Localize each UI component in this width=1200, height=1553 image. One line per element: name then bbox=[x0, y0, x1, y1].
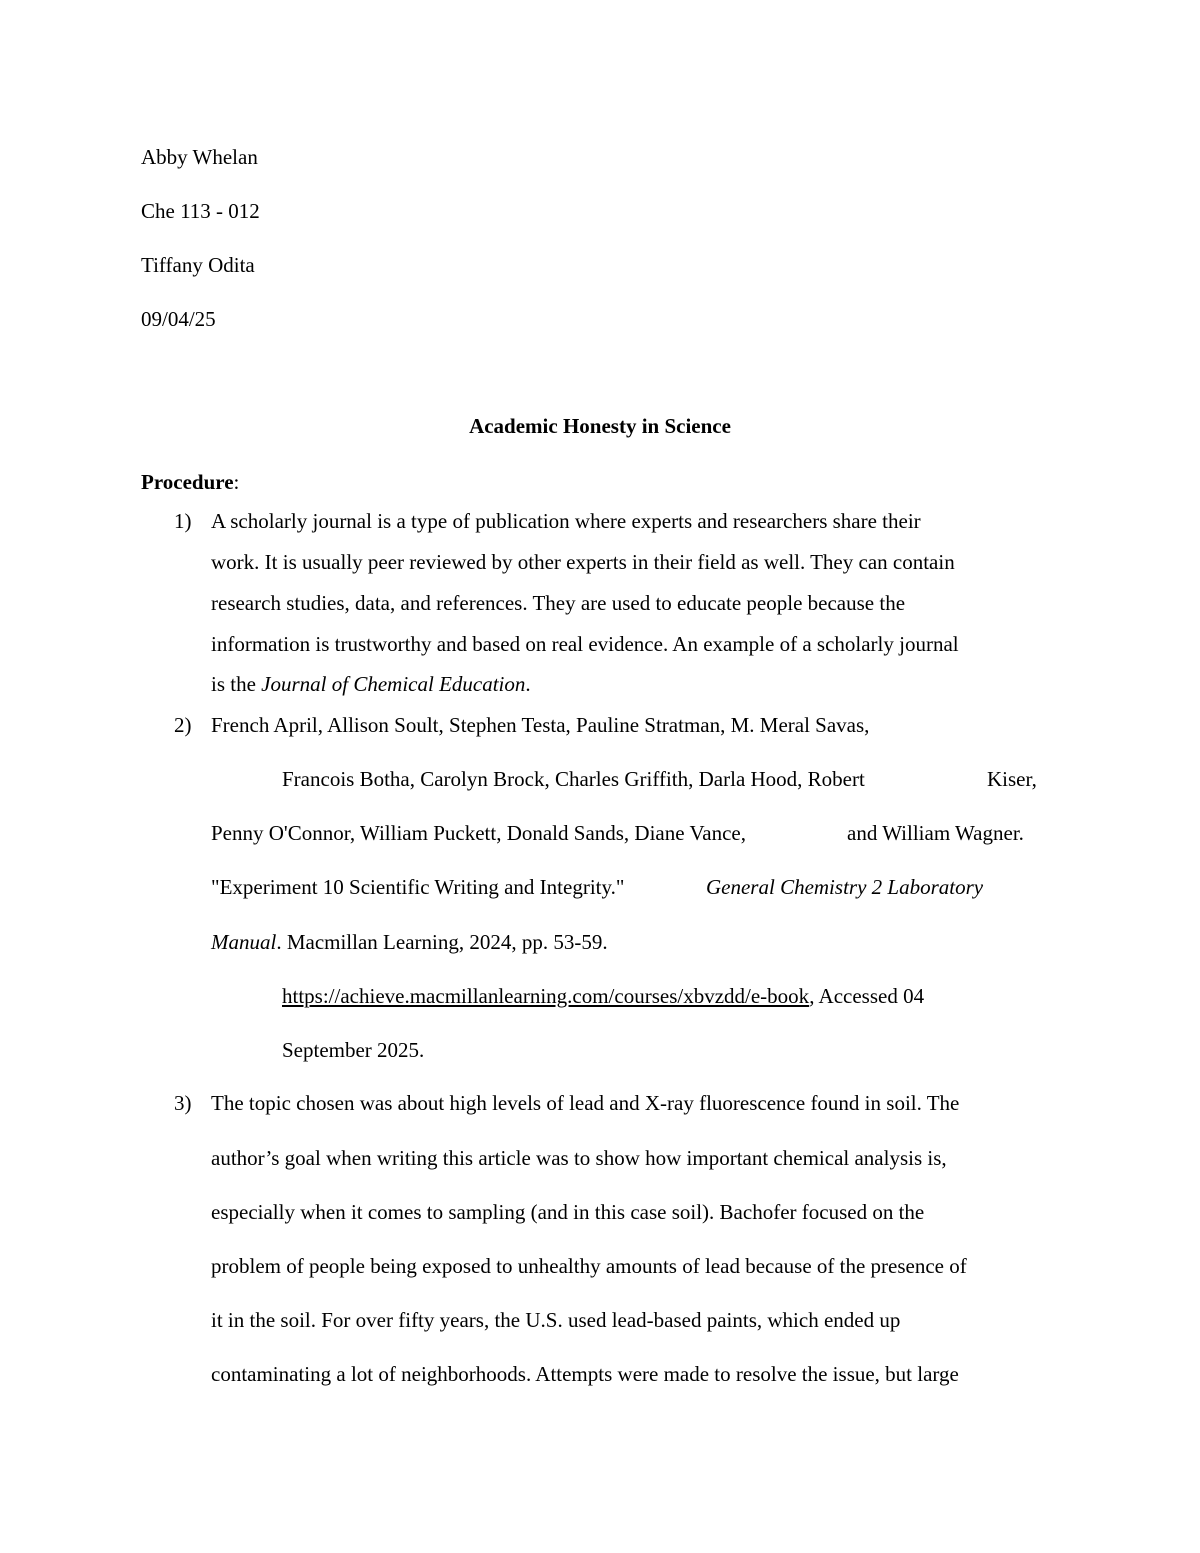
item1-prefix: is the bbox=[211, 672, 262, 696]
citation-line: Kiser, bbox=[987, 767, 1037, 791]
manual-title: General Chemistry 2 Laboratory bbox=[706, 875, 984, 899]
procedure-heading-colon: : bbox=[233, 470, 240, 494]
manual-title-end: Manual bbox=[211, 930, 277, 954]
item3-line: The topic chosen was about high levels of lead and X-ray fluorescence found in soil. The bbox=[211, 1091, 960, 1115]
citation-line bbox=[211, 929, 608, 955]
page-title: Academic Honesty in Science bbox=[469, 414, 731, 438]
document-date: 09/04/25 bbox=[141, 307, 216, 331]
citation-line: French April, Allison Soult, Stephen Testa, Pauline Stratman, M. Meral Savas, bbox=[211, 713, 870, 737]
item1-line-last bbox=[211, 671, 531, 697]
procedure-heading bbox=[141, 469, 239, 495]
item1-line: work. It is usually peer reviewed by other experts in their field as well. They can contain bbox=[211, 550, 955, 574]
list-item-number: 1) bbox=[174, 509, 192, 533]
citation-line: Penny O'Connor, William Puckett, Donald Sands, Diane Vance, bbox=[211, 821, 746, 845]
list-item-number: 3) bbox=[174, 1091, 192, 1115]
citation-line bbox=[706, 874, 983, 900]
list-item-number: 2) bbox=[174, 713, 192, 737]
item1-line: research studies, data, and references. They are used to educate people because the bbox=[211, 591, 906, 615]
course-code: Che 113 - 012 bbox=[141, 199, 260, 223]
citation-line: and William Wagner. bbox=[847, 821, 1024, 845]
author-name: Abby Whelan bbox=[141, 145, 258, 169]
accessed-text: , Accessed 04 bbox=[809, 984, 925, 1008]
citation-line bbox=[282, 983, 924, 1009]
item1-line: A scholarly journal is a type of publication where experts and researchers share their bbox=[211, 509, 921, 533]
item1-line: information is trustworthy and based on real evidence. An example of a scholarly journal bbox=[211, 632, 959, 656]
item3-line: author’s goal when writing this article was to show how important chemical analysis is, bbox=[211, 1146, 947, 1170]
item3-line: problem of people being exposed to unhealthy amounts of lead because of the presence of bbox=[211, 1254, 967, 1278]
instructor-name: Tiffany Odita bbox=[141, 253, 255, 277]
citation-line: September 2025. bbox=[282, 1038, 425, 1062]
procedure-heading-text: Procedure bbox=[141, 470, 234, 494]
citation-line: "Experiment 10 Scientific Writing and Integrity." bbox=[211, 875, 625, 899]
item1-suffix: . bbox=[525, 672, 531, 696]
item3-line: especially when it comes to sampling (and in this case soil). Bachofer focused on the bbox=[211, 1200, 925, 1224]
citation-url-link[interactable]: https://achieve.macmillanlearning.com/courses/xbvzdd/e-book bbox=[282, 984, 810, 1008]
item3-line: it in the soil. For over fifty years, the U.S. used lead-based paints, which ended up bbox=[211, 1308, 901, 1332]
citation-line: Francois Botha, Carolyn Brock, Charles Griffith, Darla Hood, Robert bbox=[282, 767, 865, 791]
publisher-info: . Macmillan Learning, 2024, pp. 53-59. bbox=[276, 930, 608, 954]
journal-title: Journal of Chemical Education bbox=[261, 672, 526, 696]
item3-line: contaminating a lot of neighborhoods. Attempts were made to resolve the issue, but large bbox=[211, 1362, 959, 1386]
